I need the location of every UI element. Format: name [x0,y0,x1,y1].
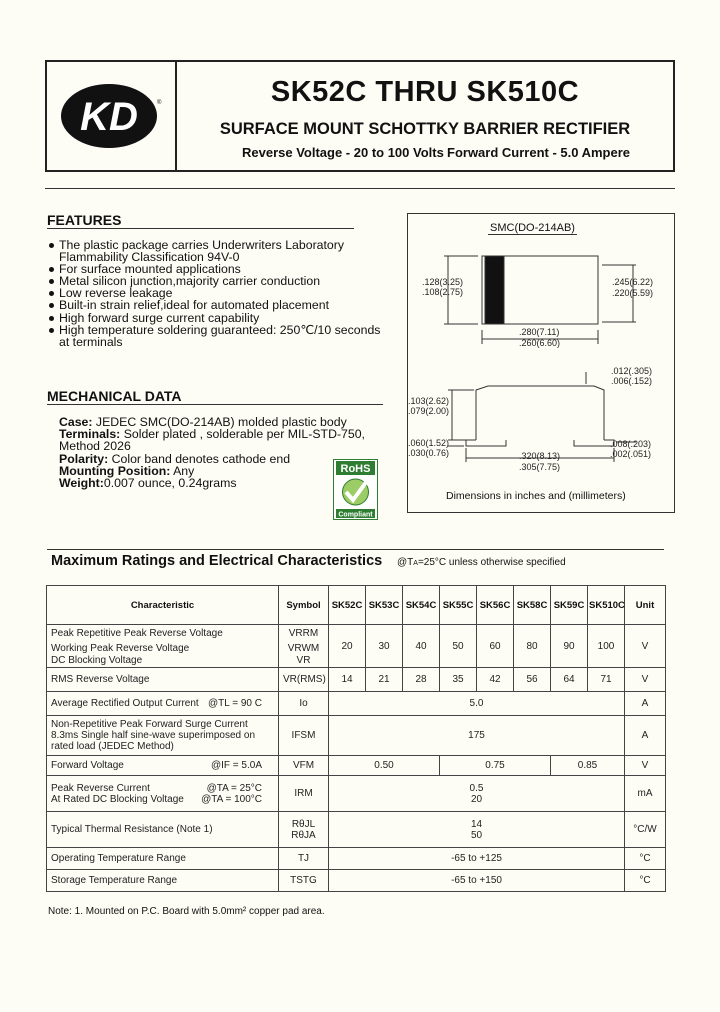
table-row: RMS Reverse Voltage VR(RMS) 14 21 28 35 42 56 64 71 V [47,668,666,692]
mechanical-heading: MECHANICAL DATA [47,388,383,405]
table-row: Working Peak Reverse Voltage VRWM [47,643,666,655]
kd-logo [59,80,163,150]
table-header-row: Characteristic Symbol SK52C SK53C SK54C SK55C SK56C SK58C SK59C SK510C Unit [47,586,666,625]
list-item: Built-in strain relief,ideal for automated placement [47,299,387,311]
mechanical-data: Case: JEDEC SMC(DO-214AB) molded plastic body Terminals: Solder plated , solderable per MIL-STD-750, Method 2026 Polarity: Color band denotes cathode end Mounting Position: Any Weight:0.007 ounce, 0.24grams [59,415,365,491]
footnote: Note: 1. Mounted on P.C. Board with 5.0mm² copper pad area. [48,906,325,917]
page-subtitle: SURFACE MOUNT SCHOTTKY BARRIER RECTIFIER [219,120,631,138]
package-drawing: SMC(DO-214AB) .128(3.25) .108(2.75) .245(6.22) .220(5.59) .280(7.11) .260(6.60) .012(.305) .006(.152) .103(2.62) .079(2.00) .060(1.52) .030(0.76) .008(.203) .002(.051) .320(8.13) .305(7.75) Dimensions in inches and (millimeters) [407,213,675,513]
ratings-table [46,585,666,892]
forward-current-rating: Forward Current - 5.0 Ampere [447,145,631,160]
page-title: SK52C THRU SK510C [270,76,580,108]
table-row: Storage Temperature Range TSTG -65 to +150 °C [47,870,666,892]
table-row: Peak Repetitive Peak Reverse Voltage VRRM 20 30 40 50 60 80 90 100 V [47,625,666,643]
list-item: Metal silicon junction,majority carrier conduction [47,275,387,287]
header-rule [45,188,675,189]
svg-text:KD: KD [80,95,138,139]
table-top-rule [47,549,664,550]
features-heading: FEATURES [47,212,354,229]
list-item: For surface mounted applications [47,263,387,275]
package-label: SMC(DO-214AB) [490,222,575,234]
table-row: Typical Thermal Resistance (Note 1) RθJL RθJA 14 50 °C/W [47,812,666,848]
features-list [47,239,387,348]
svg-text:RoHS: RoHS [340,463,371,475]
table-row: DC Blocking Voltage VR [47,655,666,668]
table-row: Operating Temperature Range TJ -65 to +125 °C [47,848,666,870]
header-box [45,60,675,172]
table-row: Non-Repetitive Peak Forward Surge Current 8.3ms Single half sine-wave superimposed on rated load (JEDEC Method) IFSM 175 A [47,716,666,756]
table-row: Peak Reverse Current @TA = 25°C At Rated DC Blocking Voltage @TA = 100°C IRM 0.5 20 mA [47,776,666,812]
list-item: The plastic package carries Underwriters Laboratory Flammability Classification 94V-0 [47,239,387,263]
list-item: High forward surge current capability [47,312,387,324]
table-condition: @TA=25°C unless otherwise specified [397,557,566,568]
reverse-voltage-rating: Reverse Voltage - 20 to 100 Volts [242,145,444,160]
list-item: Low reverse leakage [47,287,387,299]
list-item: High temperature soldering guaranteed: 250℃/10 seconds at terminals [47,324,387,348]
table-title: Maximum Ratings and Electrical Characteristics [51,553,383,569]
svg-text:®: ® [157,100,162,106]
table-row: Forward Voltage @IF = 5.0A VFM 0.50 0.75 0.85 V [47,756,666,776]
rohs-badge [333,459,378,520]
svg-text:Compliant: Compliant [338,511,373,519]
table-row: Average Rectified Output Current @TL = 90 C Io 5.0 A [47,692,666,716]
dimensions-note: Dimensions in inches and (millimeters) [446,490,626,502]
